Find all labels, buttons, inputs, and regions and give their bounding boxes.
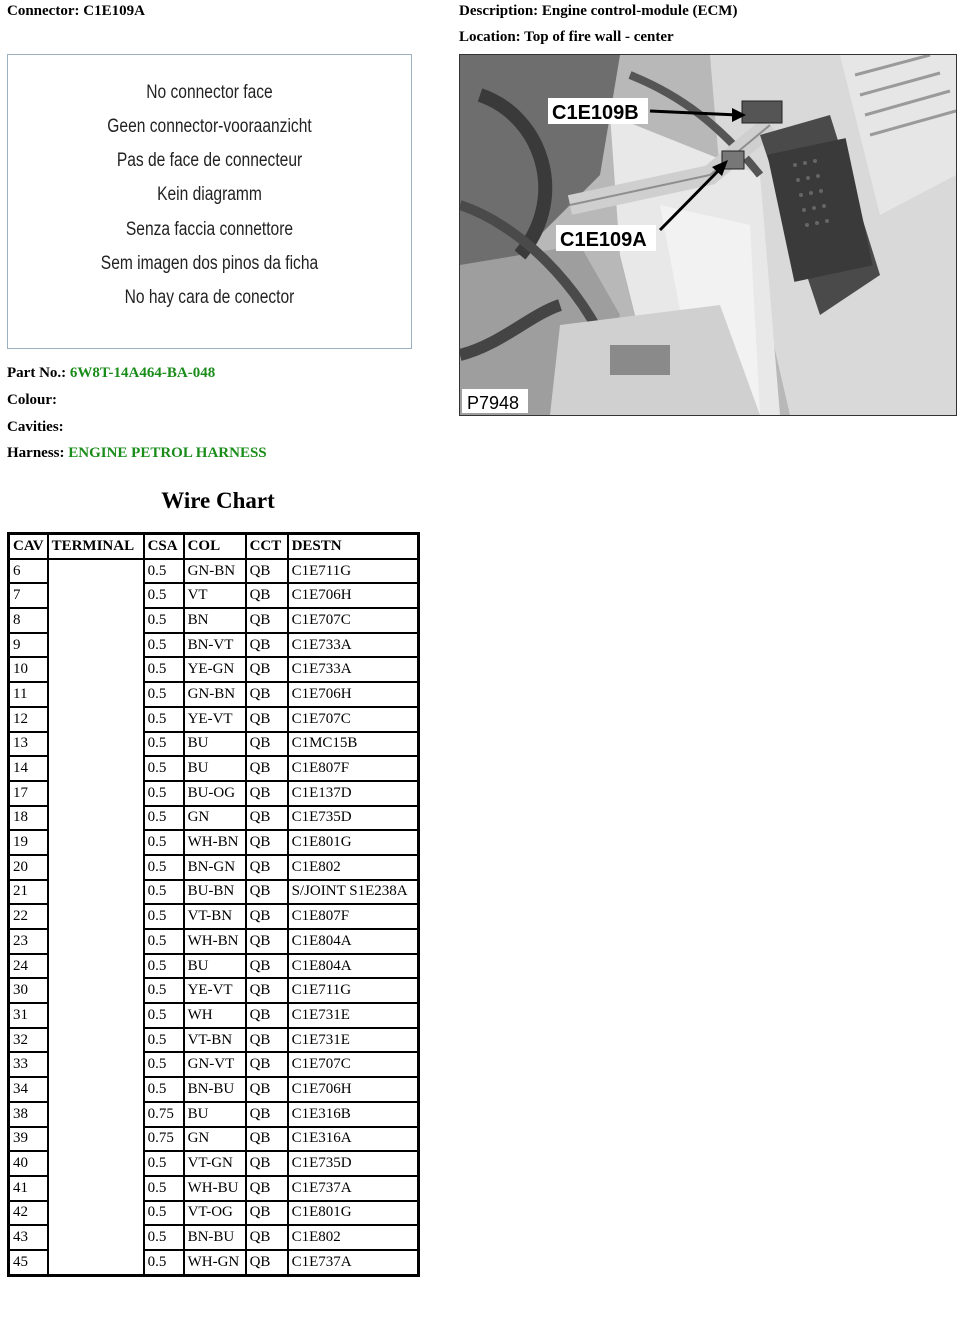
cell-cav: 38 xyxy=(9,1102,48,1127)
no-face-text: No hay cara de conector xyxy=(124,287,295,308)
cell-col: BU xyxy=(184,1102,246,1127)
cell-csa: 0.5 xyxy=(144,855,184,880)
cell-terminal xyxy=(48,1250,144,1275)
cell-col: BU xyxy=(184,954,246,979)
cell-destn: C1E733A xyxy=(288,633,419,658)
cavities-label: Cavities: xyxy=(7,419,64,435)
cell-cct: QB xyxy=(246,682,288,707)
cell-cct: QB xyxy=(246,1077,288,1102)
cell-csa: 0.5 xyxy=(144,559,184,584)
cell-cav: 12 xyxy=(9,707,48,732)
table-row xyxy=(9,1201,419,1226)
cell-destn: C1E316A xyxy=(288,1127,419,1152)
cell-destn: C1E801G xyxy=(288,830,419,855)
header-terminal: TERMINAL xyxy=(48,534,144,559)
cell-cct: QB xyxy=(246,806,288,831)
table-row xyxy=(9,978,419,1003)
callout-c1e109b: C1E109B xyxy=(552,102,639,124)
table-row xyxy=(9,1250,419,1275)
cell-csa: 0.5 xyxy=(144,1250,184,1275)
table-row xyxy=(9,756,419,781)
cell-cav: 39 xyxy=(9,1127,48,1152)
cell-cav: 18 xyxy=(9,806,48,831)
cell-destn: C1E707C xyxy=(288,707,419,732)
table-row xyxy=(9,954,419,979)
cell-cct: QB xyxy=(246,1151,288,1176)
cell-cav: 10 xyxy=(9,657,48,682)
cell-col: YE-VT xyxy=(184,707,246,732)
cell-csa: 0.5 xyxy=(144,806,184,831)
cell-cct: QB xyxy=(246,633,288,658)
cell-col: GN xyxy=(184,806,246,831)
table-row xyxy=(9,880,419,905)
cell-csa: 0.5 xyxy=(144,1225,184,1250)
cell-cav: 42 xyxy=(9,1201,48,1226)
cell-terminal xyxy=(48,707,144,732)
description-label: Description: xyxy=(459,3,539,19)
cell-destn: C1E316B xyxy=(288,1102,419,1127)
cell-csa: 0.5 xyxy=(144,781,184,806)
cell-cav: 32 xyxy=(9,1028,48,1053)
cell-csa: 0.5 xyxy=(144,608,184,633)
cell-terminal xyxy=(48,583,144,608)
cell-csa: 0.5 xyxy=(144,707,184,732)
description-heading xyxy=(459,3,737,20)
cell-destn: C1E707C xyxy=(288,1052,419,1077)
table-row xyxy=(9,1102,419,1127)
no-face-text: Sem imagen dos pinos da ficha xyxy=(100,253,319,274)
cell-cav: 7 xyxy=(9,583,48,608)
cell-csa: 0.5 xyxy=(144,1077,184,1102)
header-destn: DESTN xyxy=(288,534,419,559)
cell-cav: 45 xyxy=(9,1250,48,1275)
cell-destn: C1E807F xyxy=(288,904,419,929)
location-photo xyxy=(459,54,957,416)
cell-col: YE-GN xyxy=(184,657,246,682)
cell-terminal xyxy=(48,1077,144,1102)
table-row xyxy=(9,657,419,682)
cell-csa: 0.5 xyxy=(144,904,184,929)
wire-chart-header-row xyxy=(9,534,419,559)
cell-cav: 24 xyxy=(9,954,48,979)
cell-col: GN-VT xyxy=(184,1052,246,1077)
cell-terminal xyxy=(48,978,144,1003)
location-heading xyxy=(459,29,674,46)
harness-link[interactable]: ENGINE PETROL HARNESS xyxy=(68,445,267,461)
part-no-label: Part No.: xyxy=(7,365,67,381)
cavities-row xyxy=(7,419,64,436)
cell-cct: QB xyxy=(246,1201,288,1226)
cell-terminal xyxy=(48,1003,144,1028)
table-row xyxy=(9,1225,419,1250)
cell-col: VT xyxy=(184,583,246,608)
cell-terminal xyxy=(48,1127,144,1152)
cell-col: WH xyxy=(184,1003,246,1028)
colour-row xyxy=(7,392,57,409)
cell-cav: 9 xyxy=(9,633,48,658)
cell-terminal xyxy=(48,929,144,954)
cell-cav: 40 xyxy=(9,1151,48,1176)
cell-col: WH-GN xyxy=(184,1250,246,1275)
cell-cct: QB xyxy=(246,954,288,979)
cell-cav: 41 xyxy=(9,1176,48,1201)
cell-terminal xyxy=(48,806,144,831)
cell-cav: 8 xyxy=(9,608,48,633)
part-no-row xyxy=(7,365,215,382)
cell-terminal xyxy=(48,559,144,584)
table-row xyxy=(9,830,419,855)
cell-cav: 21 xyxy=(9,880,48,905)
table-row xyxy=(9,583,419,608)
cell-terminal xyxy=(48,1201,144,1226)
cell-cct: QB xyxy=(246,657,288,682)
description-value: Engine control-module (ECM) xyxy=(541,3,738,19)
cell-cct: QB xyxy=(246,756,288,781)
cell-cct: QB xyxy=(246,978,288,1003)
header-cav: CAV xyxy=(9,534,48,559)
cell-cct: QB xyxy=(246,559,288,584)
cell-col: GN xyxy=(184,1127,246,1152)
table-row xyxy=(9,929,419,954)
cell-csa: 0.5 xyxy=(144,633,184,658)
cell-destn: C1E706H xyxy=(288,682,419,707)
cell-col: BU-BN xyxy=(184,880,246,905)
cell-cct: QB xyxy=(246,1225,288,1250)
cell-terminal xyxy=(48,1151,144,1176)
cell-csa: 0.5 xyxy=(144,1003,184,1028)
table-row xyxy=(9,732,419,757)
location-value: Top of fire wall - center xyxy=(524,29,674,45)
cell-cct: QB xyxy=(246,1003,288,1028)
table-row xyxy=(9,1077,419,1102)
figure-id: P7948 xyxy=(467,393,520,413)
cell-cav: 19 xyxy=(9,830,48,855)
cell-destn: C1E804A xyxy=(288,954,419,979)
table-row xyxy=(9,608,419,633)
cell-destn: C1E802 xyxy=(288,1225,419,1250)
cell-cct: QB xyxy=(246,583,288,608)
table-row xyxy=(9,781,419,806)
cell-cct: QB xyxy=(246,904,288,929)
table-row xyxy=(9,1052,419,1077)
cell-col: GN-BN xyxy=(184,559,246,584)
cell-terminal xyxy=(48,781,144,806)
cell-csa: 0.5 xyxy=(144,583,184,608)
cell-cav: 34 xyxy=(9,1077,48,1102)
cell-destn: C1E731E xyxy=(288,1003,419,1028)
cell-cav: 43 xyxy=(9,1225,48,1250)
cell-col: GN-BN xyxy=(184,682,246,707)
cell-destn: S/JOINT S1E238A xyxy=(288,880,419,905)
no-face-text: Geen connector-vooraanzicht xyxy=(107,116,312,137)
cell-cav: 30 xyxy=(9,978,48,1003)
cell-cav: 14 xyxy=(9,756,48,781)
cell-csa: 0.75 xyxy=(144,1127,184,1152)
cell-terminal xyxy=(48,855,144,880)
cell-cct: QB xyxy=(246,1102,288,1127)
connector-label: Connector: xyxy=(7,3,80,19)
cell-terminal xyxy=(48,1052,144,1077)
cell-col: BN-GN xyxy=(184,855,246,880)
cell-col: WH-BN xyxy=(184,830,246,855)
cell-destn: C1E807F xyxy=(288,756,419,781)
table-row xyxy=(9,806,419,831)
cell-destn: C1E733A xyxy=(288,657,419,682)
cell-csa: 0.5 xyxy=(144,1176,184,1201)
cell-cav: 31 xyxy=(9,1003,48,1028)
cell-terminal xyxy=(48,880,144,905)
location-label: Location: xyxy=(459,29,521,45)
table-row xyxy=(9,1003,419,1028)
cell-destn: C1E707C xyxy=(288,608,419,633)
cell-terminal xyxy=(48,1028,144,1053)
cell-terminal xyxy=(48,904,144,929)
cell-csa: 0.5 xyxy=(144,880,184,905)
cell-destn: C1E802 xyxy=(288,855,419,880)
cell-cav: 13 xyxy=(9,732,48,757)
cell-cct: QB xyxy=(246,830,288,855)
cell-cct: QB xyxy=(246,1250,288,1275)
cell-cct: QB xyxy=(246,1052,288,1077)
harness-label: Harness: xyxy=(7,445,65,461)
header-csa: CSA xyxy=(144,534,184,559)
cell-cct: QB xyxy=(246,880,288,905)
cell-terminal xyxy=(48,657,144,682)
colour-label: Colour: xyxy=(7,392,57,408)
cell-terminal xyxy=(48,732,144,757)
cell-col: BN-VT xyxy=(184,633,246,658)
table-row xyxy=(9,904,419,929)
cell-csa: 0.5 xyxy=(144,682,184,707)
cell-destn: C1E804A xyxy=(288,929,419,954)
header-cct: CCT xyxy=(246,534,288,559)
cell-terminal xyxy=(48,1225,144,1250)
cell-col: VT-BN xyxy=(184,904,246,929)
cell-terminal xyxy=(48,608,144,633)
cell-destn: C1MC15B xyxy=(288,732,419,757)
cell-destn: C1E731E xyxy=(288,1028,419,1053)
cell-col: BU xyxy=(184,756,246,781)
cell-destn: C1E706H xyxy=(288,1077,419,1102)
cell-col: BN-BU xyxy=(184,1077,246,1102)
cell-cav: 6 xyxy=(9,559,48,584)
cell-cct: QB xyxy=(246,929,288,954)
cell-csa: 0.5 xyxy=(144,1028,184,1053)
cell-csa: 0.5 xyxy=(144,830,184,855)
table-row xyxy=(9,1028,419,1053)
cell-csa: 0.5 xyxy=(144,1201,184,1226)
wire-chart-title: Wire Chart xyxy=(161,488,275,513)
cell-cct: QB xyxy=(246,855,288,880)
cell-terminal xyxy=(48,830,144,855)
cell-cav: 11 xyxy=(9,682,48,707)
table-row xyxy=(9,682,419,707)
cell-col: BN-BU xyxy=(184,1225,246,1250)
cell-csa: 0.5 xyxy=(144,657,184,682)
wire-chart-table xyxy=(7,532,420,1277)
cell-cav: 20 xyxy=(9,855,48,880)
cell-cct: QB xyxy=(246,1176,288,1201)
cell-col: VT-GN xyxy=(184,1151,246,1176)
cell-terminal xyxy=(48,1102,144,1127)
cell-csa: 0.5 xyxy=(144,1052,184,1077)
cell-col: VT-OG xyxy=(184,1201,246,1226)
cell-terminal xyxy=(48,954,144,979)
cell-csa: 0.5 xyxy=(144,954,184,979)
engine-bay-illustration xyxy=(460,55,956,415)
cell-col: WH-BN xyxy=(184,929,246,954)
table-row xyxy=(9,559,419,584)
cell-col: BU xyxy=(184,732,246,757)
header-col: COL xyxy=(184,534,246,559)
cell-destn: C1E737A xyxy=(288,1250,419,1275)
table-row xyxy=(9,1176,419,1201)
cell-csa: 0.75 xyxy=(144,1102,184,1127)
table-row xyxy=(9,855,419,880)
no-face-text: Senza faccia connettore xyxy=(125,219,294,240)
table-row xyxy=(9,633,419,658)
table-row xyxy=(9,1127,419,1152)
cell-cct: QB xyxy=(246,732,288,757)
cell-cav: 33 xyxy=(9,1052,48,1077)
cell-col: BN xyxy=(184,608,246,633)
no-connector-face-panel xyxy=(7,54,412,349)
cell-csa: 0.5 xyxy=(144,732,184,757)
cell-destn: C1E735D xyxy=(288,806,419,831)
cell-csa: 0.5 xyxy=(144,929,184,954)
cell-destn: C1E737A xyxy=(288,1176,419,1201)
cell-terminal xyxy=(48,756,144,781)
cell-cav: 17 xyxy=(9,781,48,806)
cell-destn: C1E706H xyxy=(288,583,419,608)
no-face-text: Kein diagramm xyxy=(157,184,262,205)
cell-cct: QB xyxy=(246,608,288,633)
harness-row xyxy=(7,445,267,462)
cell-terminal xyxy=(48,682,144,707)
cell-cct: QB xyxy=(246,1028,288,1053)
cell-cav: 22 xyxy=(9,904,48,929)
cell-col: BU-OG xyxy=(184,781,246,806)
cell-col: VT-BN xyxy=(184,1028,246,1053)
cell-terminal xyxy=(48,633,144,658)
table-row xyxy=(9,707,419,732)
cell-cct: QB xyxy=(246,781,288,806)
callout-c1e109a: C1E109A xyxy=(560,229,647,251)
cell-destn: C1E711G xyxy=(288,559,419,584)
cell-destn: C1E137D xyxy=(288,781,419,806)
cell-csa: 0.5 xyxy=(144,1151,184,1176)
cell-col: YE-VT xyxy=(184,978,246,1003)
cell-destn: C1E735D xyxy=(288,1151,419,1176)
cell-csa: 0.5 xyxy=(144,756,184,781)
cell-csa: 0.5 xyxy=(144,978,184,1003)
cell-cct: QB xyxy=(246,707,288,732)
connector-value: C1E109A xyxy=(83,3,145,19)
no-face-text: Pas de face de connecteur xyxy=(116,150,303,171)
cell-destn: C1E801G xyxy=(288,1201,419,1226)
cell-col: WH-BU xyxy=(184,1176,246,1201)
table-row xyxy=(9,1151,419,1176)
cell-cct: QB xyxy=(246,1127,288,1152)
part-no-link[interactable]: 6W8T-14A464-BA-048 xyxy=(69,365,216,381)
cell-cav: 23 xyxy=(9,929,48,954)
no-face-text: No connector face xyxy=(146,82,273,103)
connector-heading xyxy=(7,3,145,20)
cell-destn: C1E711G xyxy=(288,978,419,1003)
cell-terminal xyxy=(48,1176,144,1201)
